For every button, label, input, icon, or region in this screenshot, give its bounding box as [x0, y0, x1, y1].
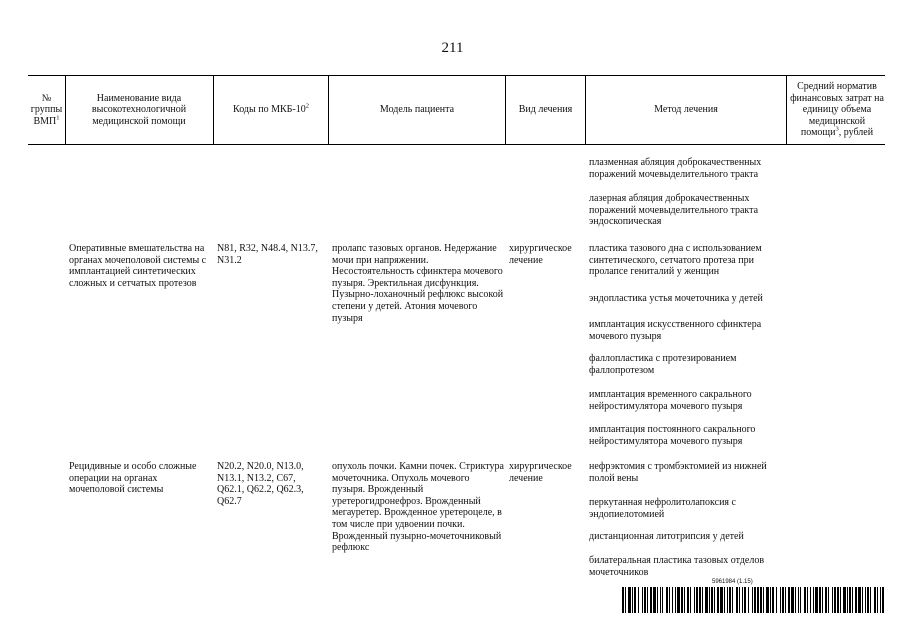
row1-patient-model: пролапс тазовых органов. Недержание мочи при напряжении. Несостоятельность сфинктера мочевого пузыря. Эректильная дисфункция. Пузырно-лоханочный рефлюкс высокой степени у детей. Атония мочевого пузыря: [332, 243, 504, 324]
header-care-type: Наименование вида высокотехнологичной медицинской помощи: [91, 92, 187, 127]
method-item: билатеральная пластика тазовых отделов мочеточников: [589, 555, 765, 578]
col-divider: [65, 75, 66, 145]
row1-treatment-type: хирургическое лечение: [509, 243, 572, 266]
method-item: пластика тазового дна с использованием синтетического, сетчатого протеза при пролапсе гениталий у женщин: [589, 243, 762, 278]
barcode-label: 5961984 (1.15): [712, 579, 753, 585]
row2-treatment-type: хирургическое лечение: [509, 461, 572, 484]
header-treatment-type: Вид лечения: [518, 104, 573, 116]
method-item: нефрэктомия с тромбэктомией из нижней полой вены: [589, 461, 767, 484]
method-item: фаллопластика с протезированием фаллопротезом: [589, 353, 737, 376]
method-item: эндопластика устья мочеточника у детей: [589, 293, 763, 304]
method-item: имплантация временного сакрального нейростимулятора мочевого пузыря: [589, 389, 752, 412]
method-item: дистанционная литотрипсия у детей: [589, 531, 744, 542]
method-item: перкутанная нефролитолапоксия с эндопиелотомией: [589, 497, 736, 520]
header-bottom-border: [28, 144, 885, 145]
method-item: лазерная абляция доброкачественных поражений мочевыделительного тракта эндоскопическая: [589, 193, 759, 228]
row2-care-name: Рецидивные и особо сложные операции на органах мочеполовой системы: [69, 461, 197, 496]
row2-patient-model: опухоль почки. Камни почек. Стриктура мочеточника. Опухоль мочевого пузыря. Врожденный уретерогидронефроз. Врожденный мегауретер. Врожденное уретероцеле, в том числе при удвоении почки. Врожденный пузырно-мочеточниковый рефлюкс: [332, 461, 504, 554]
row2-icd-codes: N20.2, N20.0, N13.0, N13.1, N13.2, C67, Q62.1, Q62.2, Q62.3, Q62.7: [217, 461, 304, 507]
header-group-number: № группы ВМП$^1$: [30, 92, 63, 127]
method-item: имплантация постоянного сакрального нейростимулятора мочевого пузыря: [589, 424, 756, 447]
header-icd-codes: Коды по МКБ-$10^2$: [233, 102, 309, 116]
header-treatment-method: Метод лечения: [654, 104, 718, 116]
header-cost-standard: Средний норматив финансовых затрат на единицу объема медицинской помощи$^3$, рублей: [790, 81, 884, 139]
method-item: плазменная абляция доброкачественных поражений мочевыделительного тракта: [589, 157, 762, 180]
header-patient-model: Модель пациента: [379, 104, 455, 116]
barcode: [622, 587, 887, 613]
col-divider: [786, 75, 787, 145]
page-number: 211: [441, 40, 464, 56]
row1-care-name: Оперативные вмешательства на органах мочеполовой системы с имплантацией синтетических сложных и сетчатых протезов: [69, 243, 207, 289]
method-item: имплантация искусственного сфинктера мочевого пузыря: [589, 319, 762, 342]
row1-icd-codes: N81, R32, N48.4, N13.7, N31.2: [217, 243, 318, 266]
